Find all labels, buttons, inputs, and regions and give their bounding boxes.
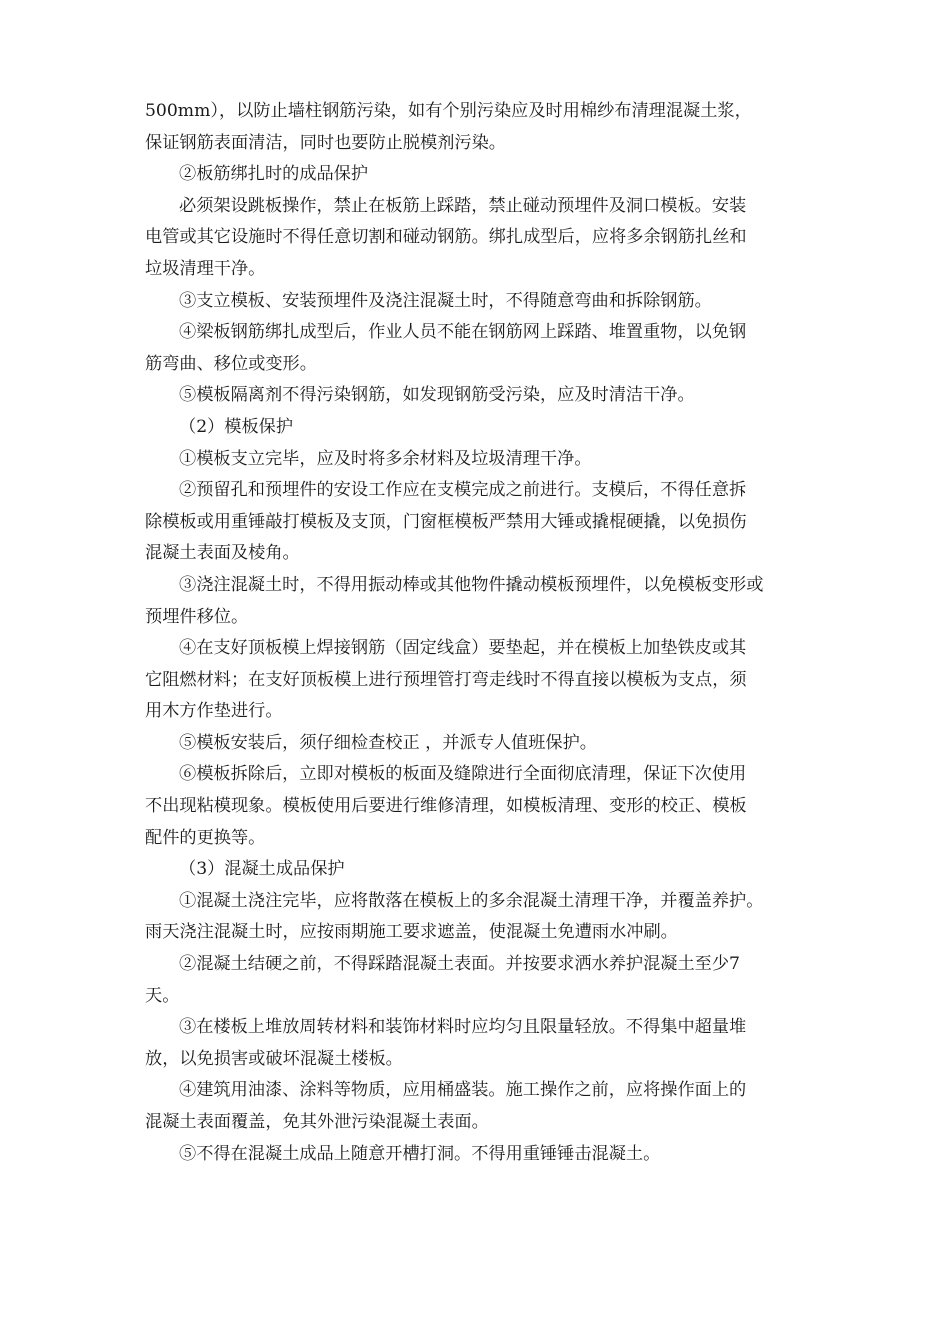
text-line: ④建筑用油漆、涂料等物质，应用桶盛装。施工操作之前，应将操作面上的: [179, 1080, 747, 1101]
text-line: ③支立模板、安装预埋件及浇注混凝土时，不得随意弯曲和拆除钢筋。: [179, 290, 712, 311]
text-line: 雨天浇注混凝土时，应按雨期施工要求遮盖，使混凝土免遭雨水冲刷。: [145, 922, 678, 943]
subsection-heading: ②板筋绑扎时的成品保护: [179, 164, 369, 185]
text-line: 除模板或用重锤敲打模板及支顶，门窗框模板严禁用大锤或撬棍硬撬，以免损伤: [145, 511, 747, 532]
text-line: 筋弯曲、移位或变形。: [145, 353, 317, 374]
section-heading: （2）模板保护: [179, 416, 294, 437]
text-line: ⑤模板隔离剂不得污染钢筋，如发现钢筋受污染，应及时清洁干净。: [179, 385, 695, 406]
text-line: 混凝土表面及棱角。: [145, 543, 300, 564]
text-line: ②预留孔和预埋件的安设工作应在支模完成之前进行。支模后，不得任意拆: [179, 480, 747, 501]
text-line: ③在楼板上堆放周转材料和装饰材料时应均匀且限量轻放。不得集中超量堆: [179, 1017, 747, 1038]
text-line: 500mm），以防止墙柱钢筋污染，如有个别污染应及时用棉纱布清理混凝土浆，: [145, 101, 752, 121]
text-line: 预埋件移位。: [145, 606, 249, 627]
text-line: ⑥模板拆除后，立即对模板的板面及缝隙进行全面彻底清理，保证下次使用: [179, 764, 747, 785]
text-line: 必须架设跳板操作，禁止在板筋上踩踏，禁止碰动预埋件及洞口模板。安装: [179, 195, 747, 216]
text-line: ④梁板钢筋绑扎成型后，作业人员不能在钢筋网上踩踏、堆置重物，以免钢: [179, 322, 747, 343]
text-line: ①混凝土浇注完毕，应将散落在模板上的多余混凝土清理干净，并覆盖养护。: [179, 890, 764, 911]
text-line: 电管或其它设施时不得任意切割和碰动钢筋。绑扎成型后，应将多余钢筋扎丝和: [145, 227, 747, 248]
text-line: 天。: [145, 985, 180, 1006]
text-line: 保证钢筋表面清洁，同时也要防止脱模剂污染。: [145, 132, 506, 153]
section-heading: （3）混凝土成品保护: [179, 859, 345, 880]
text-line: ⑤模板安装后，须仔细检查校正 ，并派专人值班保护。: [179, 732, 597, 753]
text-line: 不出现粘模现象。模板使用后要进行维修清理，如模板清理、变形的校正、模板: [145, 796, 747, 817]
text-line: 放，以免损害或破坏混凝土楼板。: [145, 1048, 403, 1069]
text-line: 它阻燃材料；在支好顶板模上进行预埋管打弯走线时不得直接以模板为支点，须: [145, 669, 747, 690]
text-line: ①模板支立完毕，应及时将多余材料及垃圾清理干净。: [179, 448, 592, 469]
text-line: 配件的更换等。: [145, 827, 266, 848]
text-line: ②混凝土结硬之前，不得踩踏混凝土表面。并按要求洒水养护混凝土至少7: [179, 954, 740, 975]
text-line: ③浇注混凝土时，不得用振动棒或其他物件撬动模板预埋件，以免模板变形或: [179, 574, 764, 595]
text-line: ⑤不得在混凝土成品上随意开槽打洞。不得用重锤锤击混凝土。: [179, 1143, 661, 1164]
text-line: 垃圾清理干净。: [145, 258, 266, 279]
text-line: 用木方作垫进行。: [145, 701, 283, 722]
document-body: [145, 96, 837, 1170]
text-line: 混凝土表面覆盖，免其外泄污染混凝土表面。: [145, 1112, 489, 1132]
text-line: ④在支好顶板模上焊接钢筋（固定线盒）要垫起，并在模板上加垫铁皮或其: [179, 638, 747, 659]
